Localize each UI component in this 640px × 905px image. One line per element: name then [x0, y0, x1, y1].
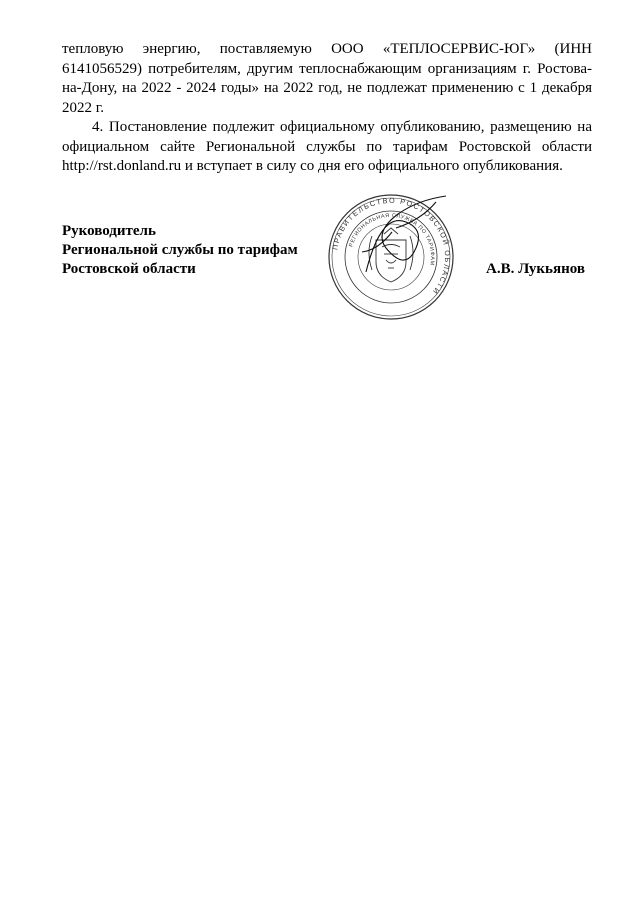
seal-graphic: [326, 192, 456, 322]
paragraph-4: 4. Постановление подлежит официальному опубликованию, размещению на официальном сайте Региональной службы по тарифам Ростовской области http://rst.donland.ru и вступает в силу со дня его официального опубликования.: [62, 119, 592, 174]
signatory-title-line-3: Ростовской области: [62, 261, 196, 277]
official-seal-stamp: [326, 192, 456, 322]
signatory-name: А.В. Лукьянов: [486, 261, 585, 277]
signatory-title: [62, 222, 298, 279]
seal-outer-text: ПРАВИТЕЛЬСТВО РОСТОВСКОЙ ОБЛАСТИ: [330, 195, 453, 297]
signatory-title-line-2: Региональной службы по тарифам: [62, 242, 298, 258]
document-body: [62, 40, 592, 177]
signatory-title-line-1: Руководитель: [62, 223, 156, 239]
seal-inner-text: РЕГИОНАЛЬНАЯ СЛУЖБА ПО ТАРИФАМ: [348, 212, 436, 267]
svg-text:РЕГИОНАЛЬНАЯ СЛУЖБА ПО ТАРИФАМ: [348, 213, 435, 266]
paragraph-continuation: тепловую энергию, поставляемую ООО «ТЕПЛОСЕРВИС-ЮГ» (ИНН 6141056529) потребителям, другим теплоснабжающим организациям г. Ростова-на-Дону, на 2022 - 2024 годы» на 2022 год, не подлежат применению с 1 декабря 2022 г.: [62, 41, 592, 116]
coat-of-arms-emblem: [369, 228, 413, 282]
